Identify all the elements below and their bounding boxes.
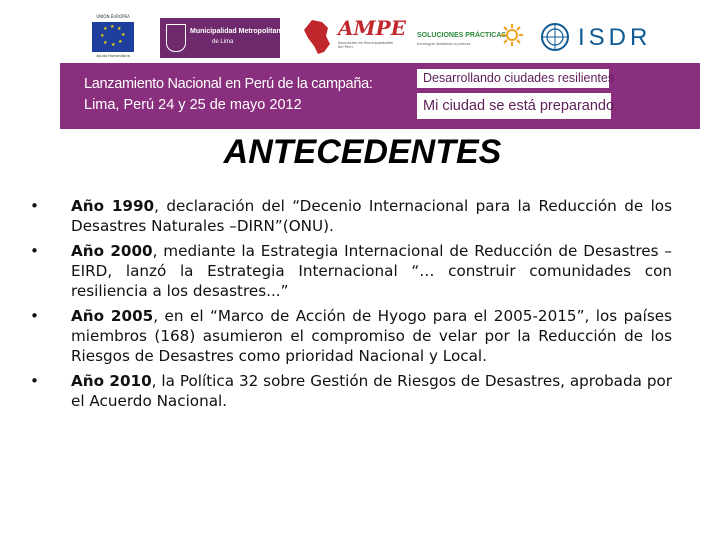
eu-caption-bottom: Ayuda Humanitaria [96,54,130,58]
sp-tag: tecnologías desafiando la pobreza [417,42,471,46]
peru-map-icon [302,18,332,56]
soluciones-practicas-logo [413,22,523,52]
municipalidad-logo [160,18,285,58]
isdr-logo [538,22,653,56]
muni-line2: de Lima [212,39,234,45]
bullet-text: , en el “Marco de Acción de Hyogo para el 2005-2015”, los países miembros (168) asumieron el compromiso de velar por la Reducción de los Riesgos de Desastres como prioridad Nacional y Local. [71,307,672,365]
list-item [30,241,672,301]
ampe-logo [300,16,406,56]
antecedentes-list [30,196,672,416]
isdr-text: ISDR [578,24,652,51]
bullet-text: , la Política 32 sobre Gestión de Riesgos de Desastres, aprobada por el Acuerdo Nacional. [71,372,672,410]
bullet-year: Año 2010 [71,372,152,390]
bullet-icon: • [30,242,39,260]
list-item [30,196,672,236]
bullet-text: , declaración del “Decenio Internacional para la Reducción de los Desastres Naturales –DIRN”(ONU). [71,197,673,235]
list-item [30,306,672,366]
bullet-year: Año 2005 [71,307,154,325]
eu-caption-top: UNIÓN EUROPEA [96,14,130,19]
bullet-icon: • [30,307,39,325]
bullet-text: , mediante la Estrategia Internacional de Reducción de Desastres – EIRD, lanzó la Estrategia Internacional “… construir comunidades con resiliencia a los desastres...” [71,242,673,300]
eu-logo [84,14,142,64]
banner-dates: Lima, Perú 24 y 25 de mayo 2012 [84,97,302,113]
bullet-icon: • [30,372,39,390]
list-item [30,371,672,411]
un-emblem-icon [540,22,570,52]
bullet-icon: • [30,197,39,215]
logo-strip [0,0,720,68]
eu-flag-icon: ★ ★ ★ ★ ★ ★ ★ ★ [92,22,134,52]
ampe-name: AMPE [338,16,406,40]
banner-title: Lanzamiento Nacional en Perú de la campaña: [84,76,373,92]
bullet-year: Año 1990 [71,197,155,215]
page-title: ANTECEDENTES [223,133,502,171]
shield-icon [166,24,186,52]
muni-line1: Municipalidad Metropolitana [190,28,285,35]
campaign-line1: Desarrollando ciudades resilientes [417,69,609,88]
campaign-banner [60,63,700,129]
bullet-year: Año 2000 [71,242,153,260]
sp-name: SOLUCIONES PRÁCTICAS [417,32,507,39]
sun-icon [501,24,523,46]
ampe-sub: Asociación de Municipalidades del Perú [338,41,393,49]
campaign-line2: Mi ciudad se está preparando [417,93,611,119]
